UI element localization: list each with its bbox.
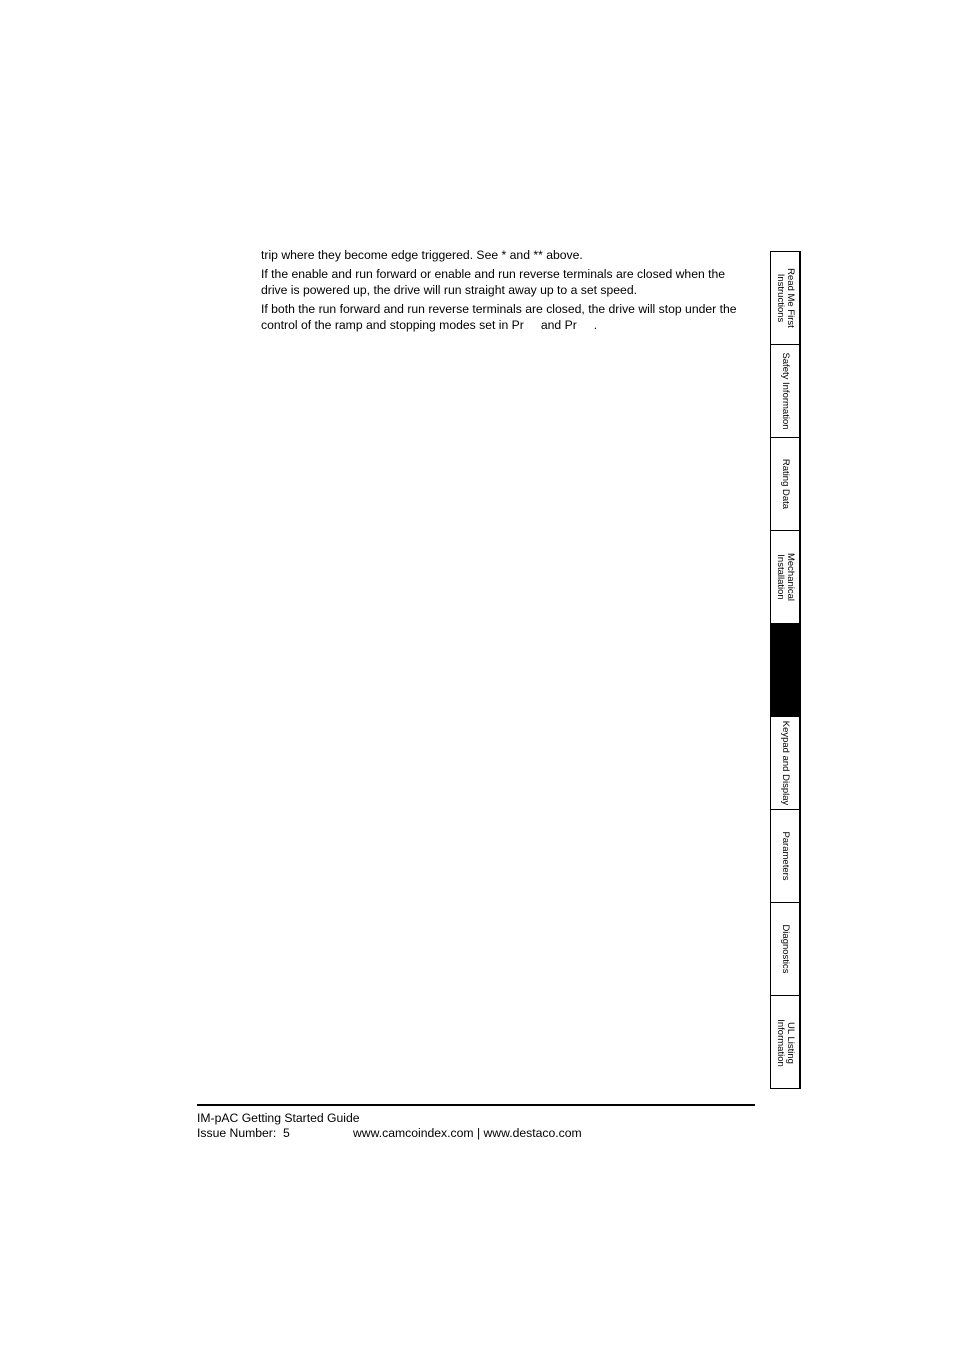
tab-diagnostics[interactable]	[771, 903, 799, 996]
paragraph-power-up	[261, 266, 761, 298]
paragraph-continued	[261, 247, 761, 263]
tab-label: Mechanical Installation	[775, 552, 796, 602]
footer-divider	[197, 1104, 755, 1106]
text-line: If both the run forward and run reverse terminals are closed, the drive will stop under the	[261, 302, 737, 316]
tab-label: Rating Data	[780, 458, 791, 510]
body-text	[261, 247, 761, 336]
footer-guide-title: IM-pAC Getting Started Guide	[197, 1111, 360, 1125]
text-line: control of the ramp and stopping modes set in Pr	[261, 318, 524, 332]
tab-label: Parameters	[780, 831, 791, 881]
tab-keypad-and-display[interactable]	[771, 717, 799, 810]
text-line: drive is powered up, the drive will run straight away up to a set speed.	[261, 283, 637, 297]
text-line: If the enable and run forward or enable and run reverse terminals are closed when the	[261, 267, 726, 281]
tab-label: Safety Information	[780, 352, 791, 430]
text-line: .	[593, 318, 598, 332]
tab-label: Diagnostics	[780, 924, 791, 974]
tab-parameters[interactable]	[771, 810, 799, 903]
tab-safety-information[interactable]	[771, 345, 799, 438]
chapter-tabs	[770, 251, 801, 1089]
tab-label: Keypad and Display	[780, 720, 791, 806]
tab-ul-listing-information[interactable]	[771, 996, 799, 1089]
text-line: trip where they become edge triggered. See * and ** above.	[261, 248, 583, 262]
text-line: and Pr	[540, 318, 577, 332]
footer-issue-number: Issue Number: 5	[197, 1126, 290, 1140]
tab-mechanical-installation[interactable]	[771, 531, 799, 624]
paragraph-both-closed	[261, 301, 761, 333]
tab-label: Read Me First Instructions	[775, 268, 796, 328]
tab-current-chapter[interactable]	[771, 624, 799, 717]
footer-websites: www.camcoindex.com | www.destaco.com	[353, 1126, 582, 1140]
tab-read-me-first[interactable]	[771, 252, 799, 345]
tab-rating-data[interactable]	[771, 438, 799, 531]
tab-label: UL Listing Information	[775, 1018, 796, 1067]
